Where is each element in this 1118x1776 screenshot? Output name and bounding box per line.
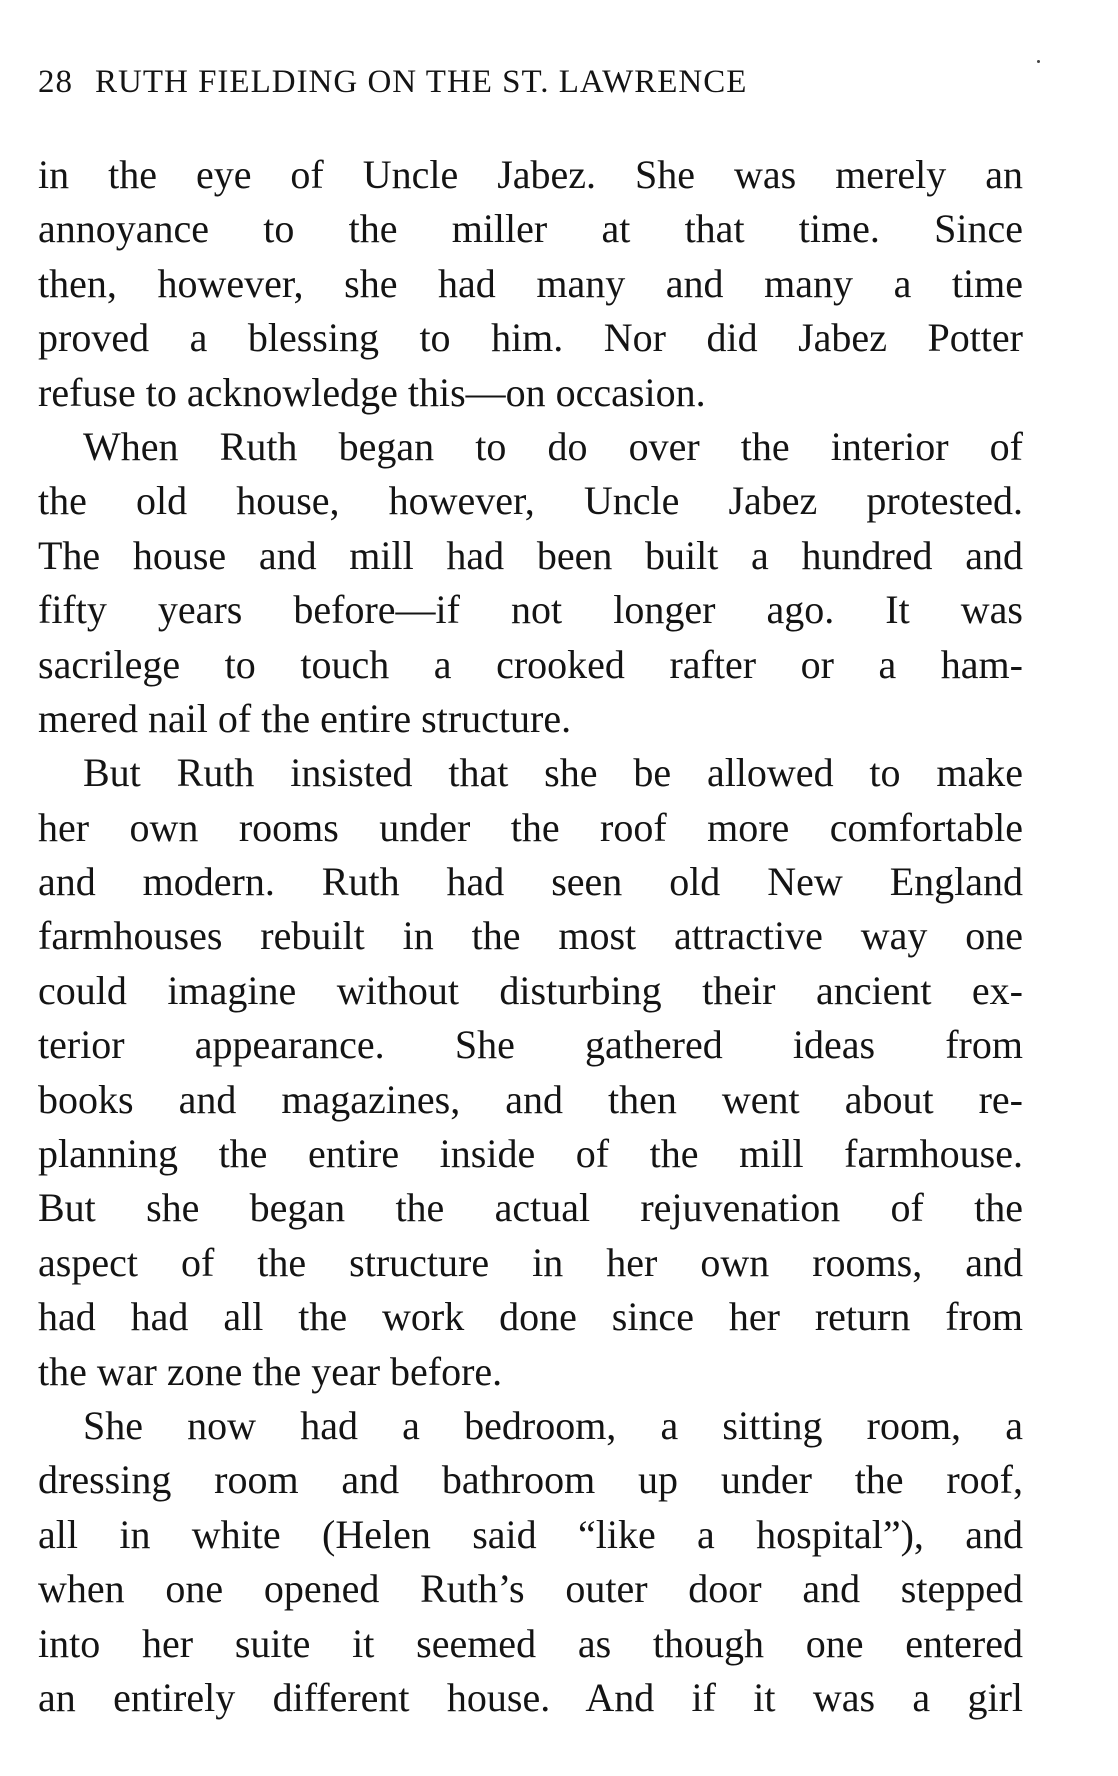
print-speck xyxy=(1037,60,1040,63)
text-line: annoyance to the miller at that time. Since xyxy=(38,206,1023,252)
text-line: into her suite it seemed as though one entered xyxy=(38,1620,1023,1666)
page-number: 28 xyxy=(38,64,73,100)
text-line: fifty years before—if not longer ago. It was xyxy=(38,587,1023,633)
text-line: books and magazines, and then went about re- xyxy=(38,1076,1023,1122)
paragraph-start-line: She now had a bedroom, a sitting room, a xyxy=(83,1402,1023,1448)
text-line: had had all the work done since her return from xyxy=(38,1294,1023,1340)
text-line: The house and mill had been built a hundred and xyxy=(38,532,1023,578)
paragraph-start-line: But Ruth insisted that she be allowed to make xyxy=(83,750,1023,796)
text-line: proved a blessing to him. Nor did Jabez Potter xyxy=(38,315,1023,361)
text-line: in the eye of Uncle Jabez. She was merely an xyxy=(38,152,1023,197)
text-line: terior appearance. She gathered ideas from xyxy=(38,1022,1023,1068)
text-line: refuse to acknowledge this—on occasion. xyxy=(38,369,706,415)
text-line: then, however, she had many and many a time xyxy=(38,260,1023,306)
text-line: planning the entire inside of the mill farmhouse. xyxy=(38,1131,1023,1177)
text-line: aspect of the structure in her own rooms, and xyxy=(38,1239,1023,1285)
text-line: could imagine without disturbing their ancient ex- xyxy=(38,967,1023,1013)
text-line: sacrilege to touch a crooked rafter or a ham- xyxy=(38,641,1023,687)
text-line: the old house, however, Uncle Jabez protested. xyxy=(38,478,1023,524)
text-line: when one opened Ruth’s outer door and stepped xyxy=(38,1566,1023,1612)
text-line: all in white (Helen said “like a hospital”), and xyxy=(38,1511,1023,1557)
body-text xyxy=(38,148,1023,1725)
text-line: But she began the actual rejuvenation of the xyxy=(38,1185,1023,1231)
text-line: farmhouses rebuilt in the most attractive way one xyxy=(38,913,1023,959)
text-line: and modern. Ruth had seen old New England xyxy=(38,859,1023,905)
text-line: the war zone the year before. xyxy=(38,1348,503,1394)
running-head xyxy=(38,62,938,102)
text-line: dressing room and bathroom up under the roof, xyxy=(38,1457,1023,1503)
text-line: an entirely different house. And if it was a girl xyxy=(38,1674,1023,1720)
text-line: her own rooms under the roof more comfortable xyxy=(38,804,1023,850)
text-line: mered nail of the entire structure. xyxy=(38,695,572,741)
running-title: RUTH FIELDING ON THE ST. LAWRENCE xyxy=(95,64,748,100)
paragraph-start-line: When Ruth began to do over the interior of xyxy=(83,423,1023,469)
